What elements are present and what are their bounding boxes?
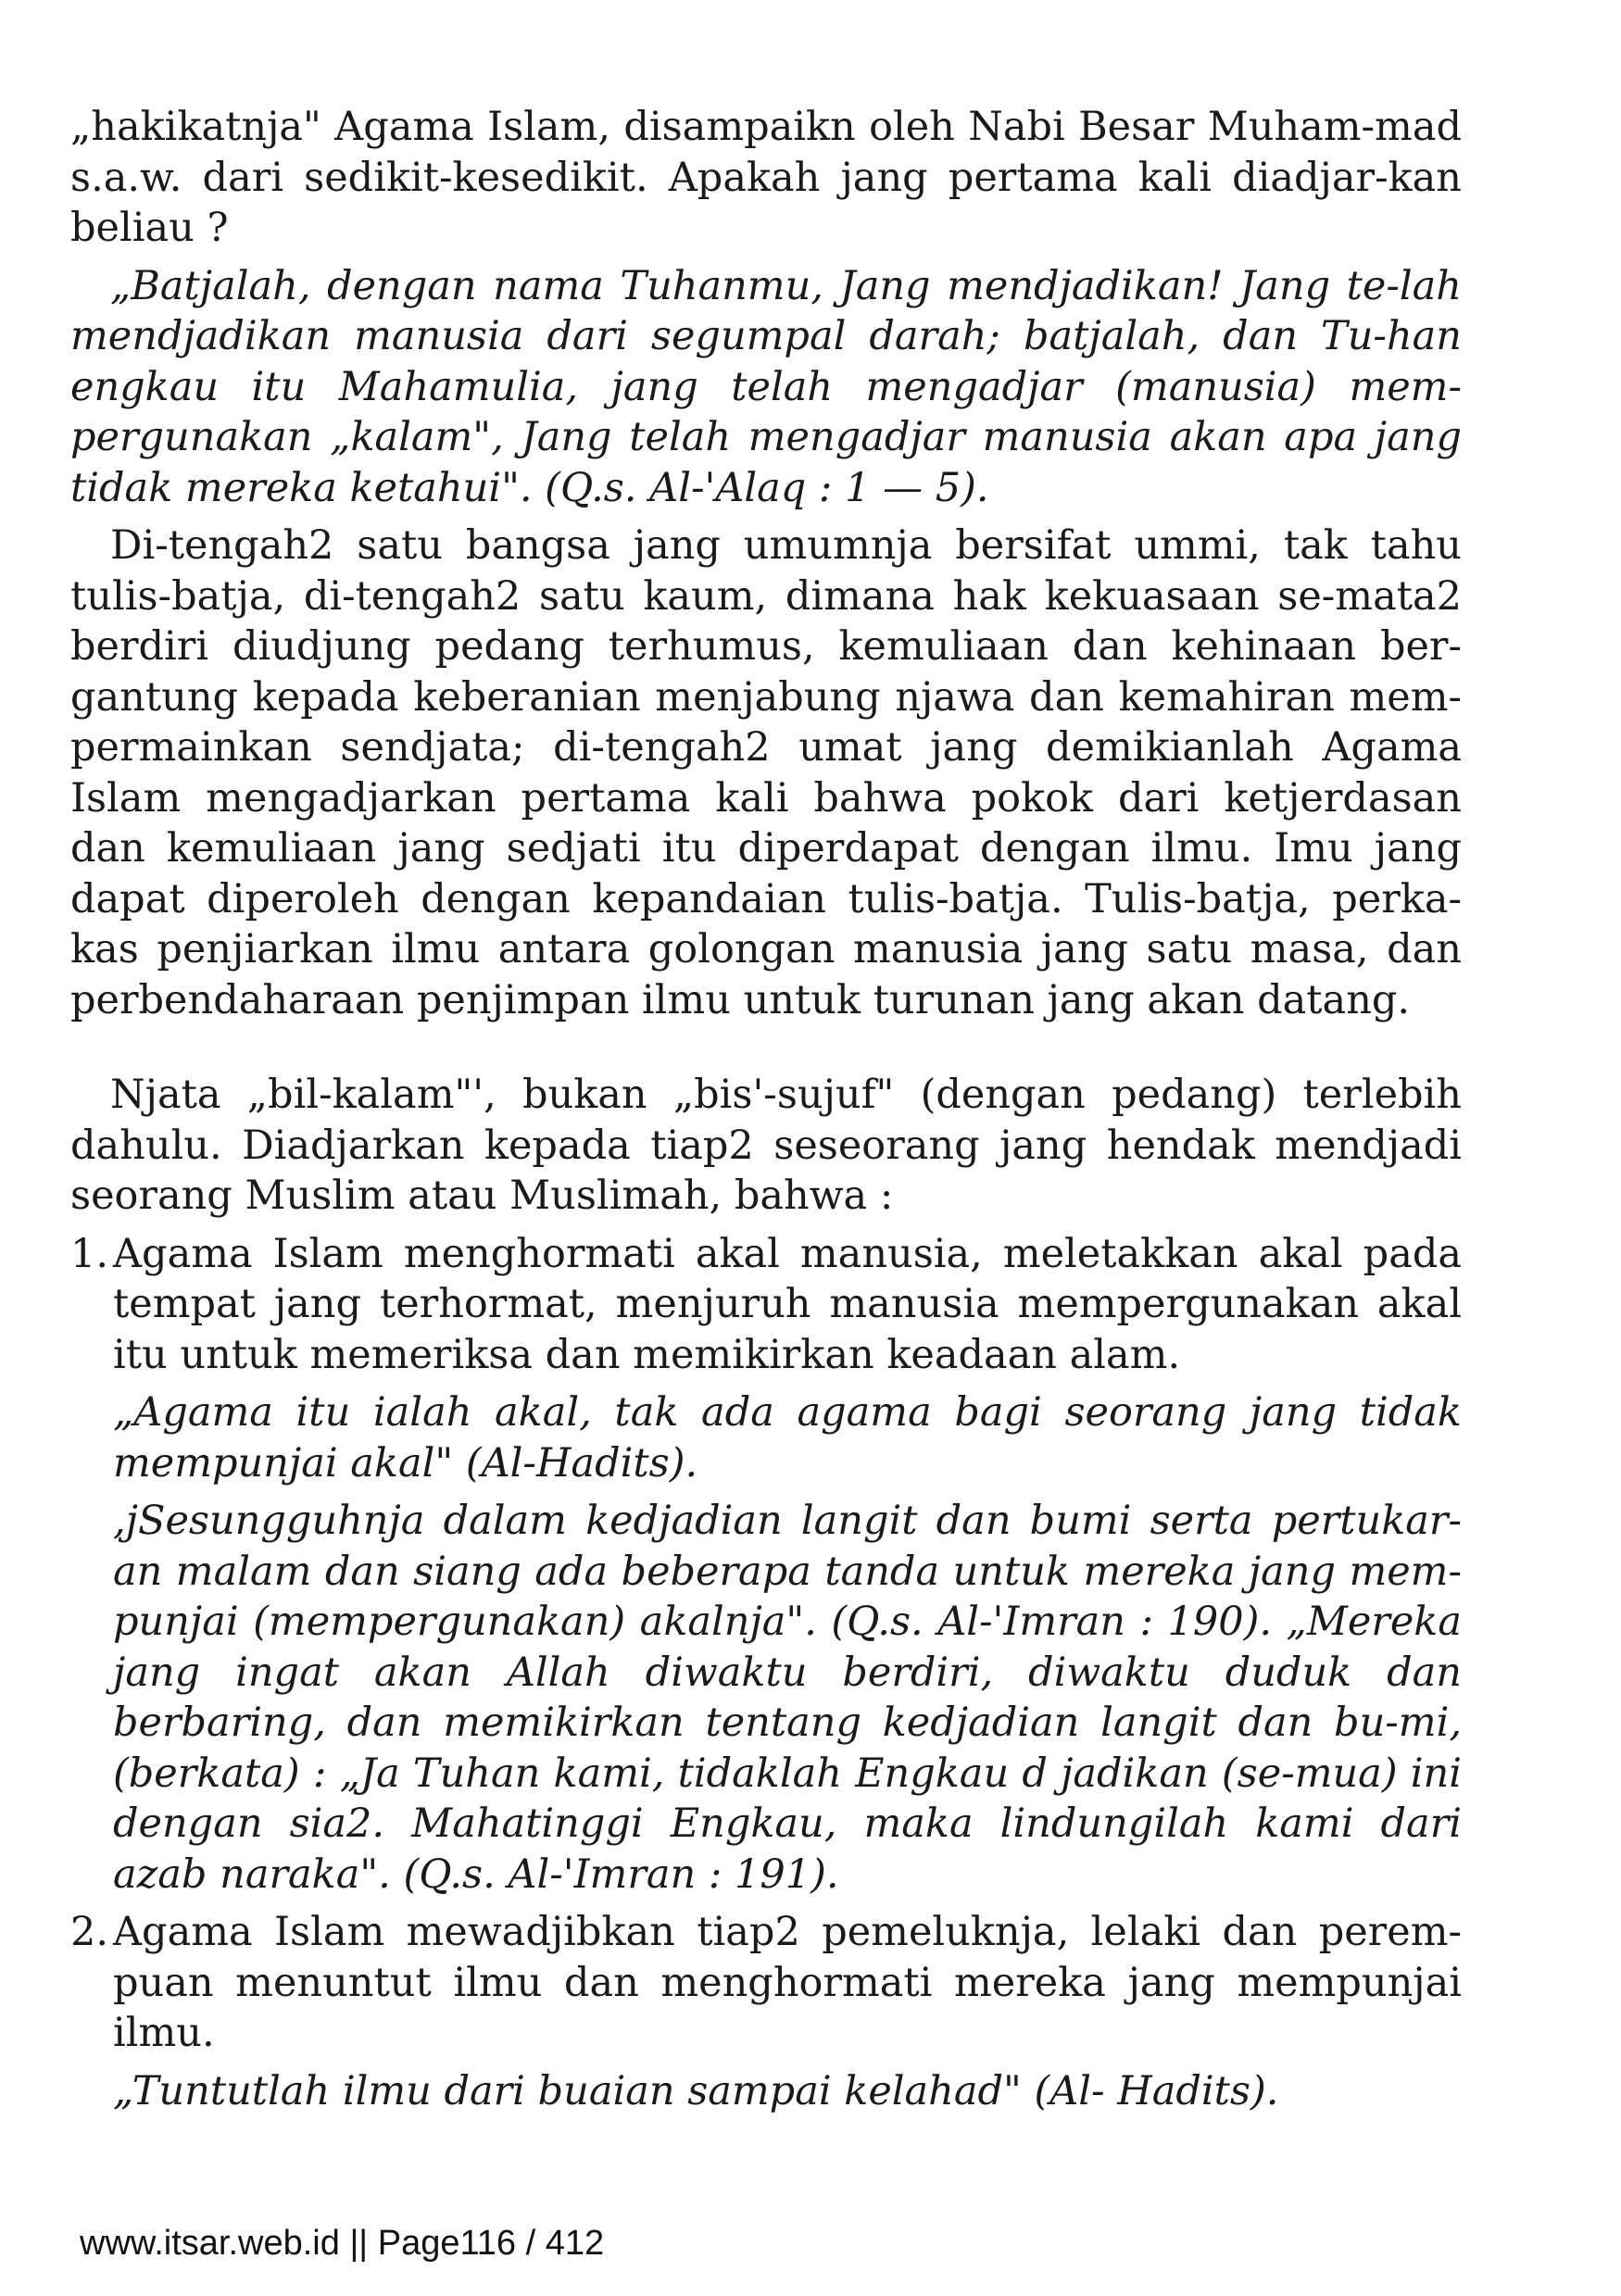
list-item-text: Agama Islam mewadjibkan tiap2 pemeluknja, lelaki dan perem-puan menuntut ilmu dan menghormati mereka jang mempunjai ilmu. — [113, 1909, 1462, 2056]
paragraph-3: Njata „bil-kalam"', bukan „bis'-sujuf" (dengan pedang) terlebih dahulu. Diadjarkan kepada tiap2 seseorang jang hendak mendjadi seorang Muslim atau Muslimah, bahwa : — [70, 1072, 1462, 1219]
list-number: 2. — [70, 1909, 109, 1955]
list-number: 1. — [70, 1230, 109, 1277]
paragraph-2: Di-tengah2 satu bangsa jang umumnja bersifat ummi, tak tahu tulis-batja, di-tengah2 satu kaum, dimana hak kekuasaan se-mata2 berdiri diudjung pedang terhumus, kemuliaan dan kehinaan ber-gantung kepada keberanian menjabung njawa dan kemahiran mem-permainkan sendjata; di-tengah2 umat jang demikianlah Agama Islam mengadjarkan pertama kali bahwa pokok dari ketjerdasan dan kemuliaan jang sedjati itu diperdapat dengan ilmu. Imu jang dapat diperoleh dengan kepandaian tulis-batja. Tulis-batja, perka-kas penjiarkan ilmu antara golongan manusia jang satu masa, dan perbendaharaan penjimpan ilmu untuk turunan jang akan datang. — [70, 522, 1462, 1023]
page-footer: www.itsar.web.id || Page116 / 412 — [80, 2224, 605, 2263]
page-text — [70, 102, 1462, 2116]
list-item-1 — [70, 1229, 1462, 1901]
list-item-text: Agama Islam menghormati akal manusia, meletakkan akal pada tempat jang terhormat, menjuruh manusia mempergunakan akal itu untuk memeriksa dan memikirkan keadaan alam. — [113, 1230, 1462, 1378]
quote-alaq: „Batjalah, dengan nama Tuhanmu, Jang mendjadikan! Jang te-lah mendjadikan manusia dari segumpal darah; batjalah, dan Tu-han engkau itu Mahamulia, jang telah mengadjar (manusia) mem-pergunakan „kalam", Jang telah mengadjar manusia akan apa jang tidak mereka ketahui". (Q.s. Al-'Alaq : 1 — 5). — [70, 262, 1462, 511]
paragraph-1: „hakikatnja" Agama Islam, disampaikn oleh Nabi Besar Muham-mad s.a.w. dari sedikit-kesedikit. Apakah jang pertama kali diadjar-kan beliau ? — [70, 104, 1462, 251]
quote-al-imran: ,jSesungguhnja dalam kedjadian langit dan bumi serta pertukar-an malam dan siang ada beberapa tanda untuk mereka jang mem-punjai (mempergunakan) akalnja". (Q.s. Al-'Imran : 190). „Mereka jang ingat akan Allah diwaktu berdiri, diwaktu duduk dan berbaring, dan memikirkan tentang kedjadian langit dan bu-mi, (berkata) : „Ja Tuhan kami, tidaklah Engkau d jadikan (se-mua) ini dengan sia2. Mahatinggi Engkau, maka lindungilah kami dari azab naraka". (Q.s. Al-'Imran : 191). — [113, 1498, 1462, 1898]
quote-hadits-ilmu: „Tuntutlah ilmu dari buaian sampai kelahad" (Al- Hadits). — [113, 2067, 1279, 2114]
quote-hadits-akal: „Agama itu ialah akal, tak ada agama bagi seorang jang tidak mempunjai akal" (Al-Hadits). — [113, 1389, 1462, 1487]
list-item-2 — [70, 1907, 1462, 2116]
